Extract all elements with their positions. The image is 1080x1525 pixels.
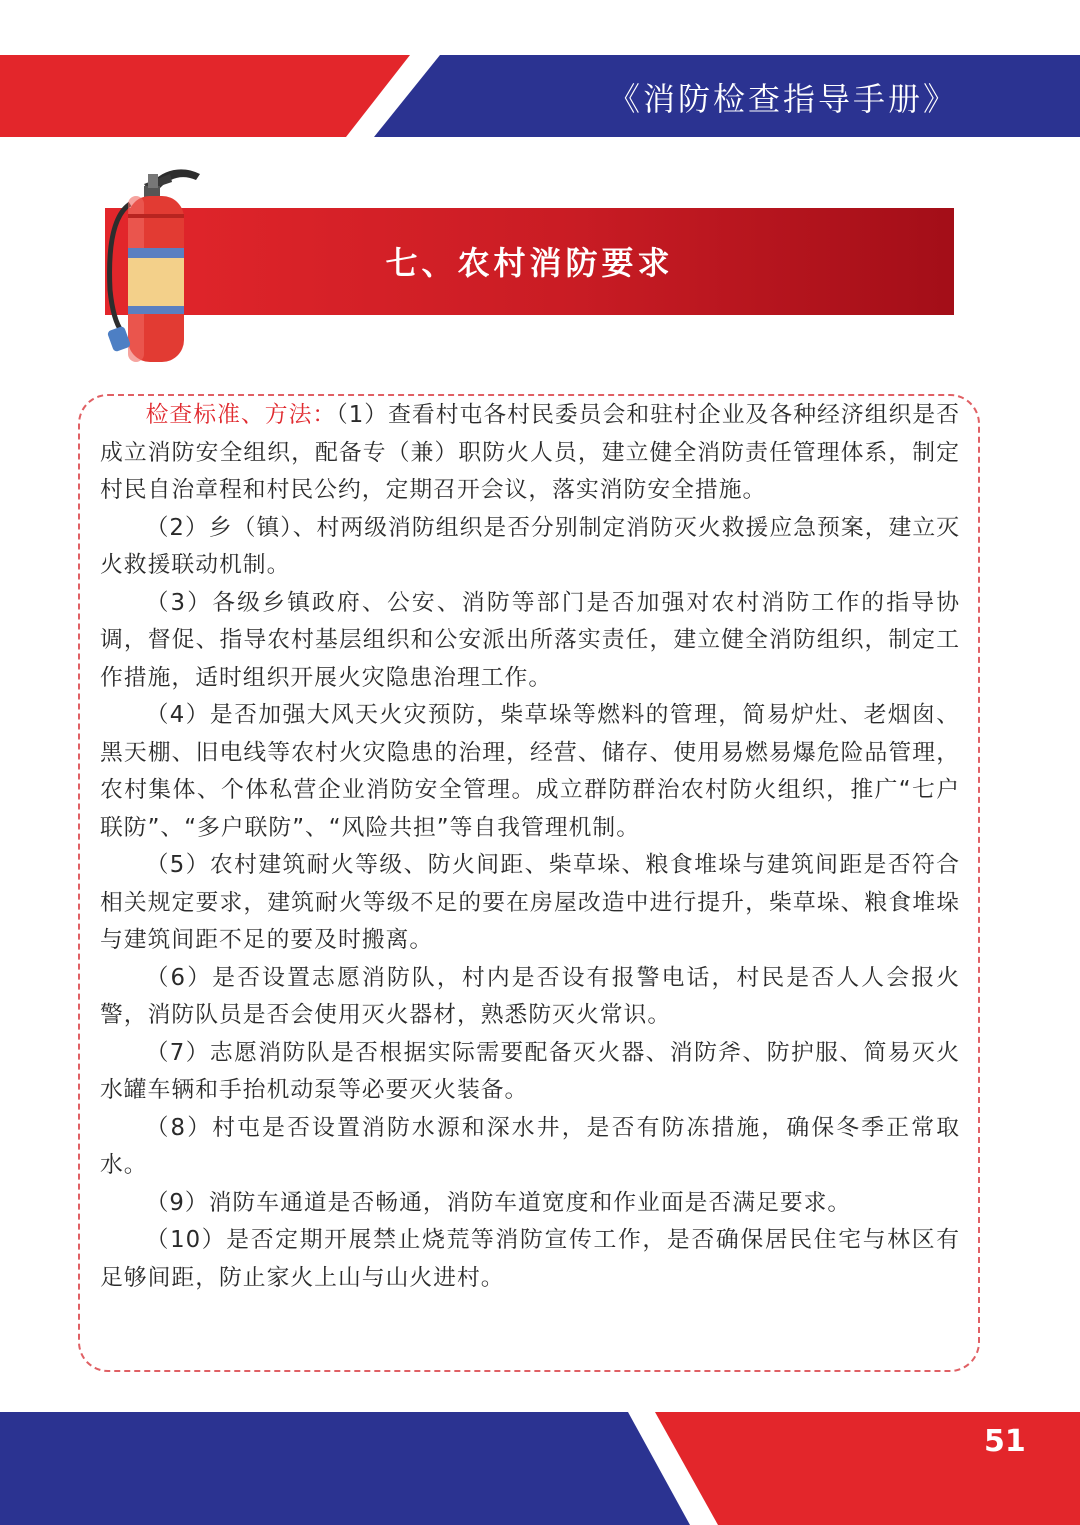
- paragraph-2: （2）乡（镇）、村两级消防组织是否分别制定消防灭火救援应急预案，建立灭火救援联动机制。: [100, 514, 960, 578]
- paragraph-6: （6）是否设置志愿消防队，村内是否设有报警电话，村民是否人人会报火警，消防队员是否会使用灭火器材，熟悉防灭火常识。: [100, 964, 960, 1028]
- paragraph-5: （5）农村建筑耐火等级、防火间距、柴草垛、粮食堆垛与建筑间距是否符合相关规定要求，建筑耐火等级不足的要在房屋改造中进行提升，柴草垛、粮食堆垛与建筑间距不足的要及时搬离。: [100, 852, 960, 953]
- inspection-standards: [100, 397, 960, 1297]
- footer-band: [0, 1412, 1080, 1525]
- section-banner: [105, 208, 954, 315]
- paragraph-8: （8）村屯是否设置消防水源和深水井，是否有防冻措施，确保冬季正常取水。: [100, 1114, 960, 1178]
- paragraph-7: （7）志愿消防队是否根据实际需要配备灭火器、消防斧、防护服、简易灭火水罐车辆和手抬机动泵等必要灭火装备。: [100, 1039, 960, 1103]
- section-title: 七、农村消防要求: [385, 244, 674, 282]
- paragraph-1-text: （1）查看村屯各村民委员会和驻村企业及各种经济组织是否成立消防安全组织，配备专（兼）职防火人员，建立健全消防责任管理体系，制定村民自治章程和村民公约，定期召开会议，落实消防安全措施。: [100, 402, 961, 503]
- paragraph-3: （3）各级乡镇政府、公安、消防等部门是否加强对农村消防工作的指导协调，督促、指导农村基层组织和公安派出所落实责任，建立健全消防组织，制定工作措施，适时组织开展火灾隐患治理工作。: [100, 589, 960, 691]
- paragraph-10: （10）是否定期开展禁止烧荒等消防宣传工作，是否确保居民住宅与林区有足够间距，防止家火上山与山火进村。: [100, 1227, 960, 1291]
- fire-extinguisher-icon: [100, 160, 210, 365]
- paragraph-1: [100, 397, 960, 510]
- page-number: [984, 1424, 1026, 1440]
- paragraph-4: （4）是否加强大风天火灾预防，柴草垛等燃料的管理，简易炉灶、老烟囱、黑天棚、旧电线等农村火灾隐患的治理，经营、储存、使用易燃易爆危险品管理，农村集体、个体私营企业消防安全管理。成立群防群治农村防火组织，推广“七户联防”、“多户联防”、“风险共担”等自我管理机制。: [100, 702, 960, 841]
- lead-label: 检查标准、方法：: [145, 402, 337, 428]
- paragraph-9: （9）消防车通道是否畅通，消防车道宽度和作业面是否满足要求。: [145, 1189, 852, 1216]
- document-title: 《消防检查指导手册》: [607, 80, 958, 118]
